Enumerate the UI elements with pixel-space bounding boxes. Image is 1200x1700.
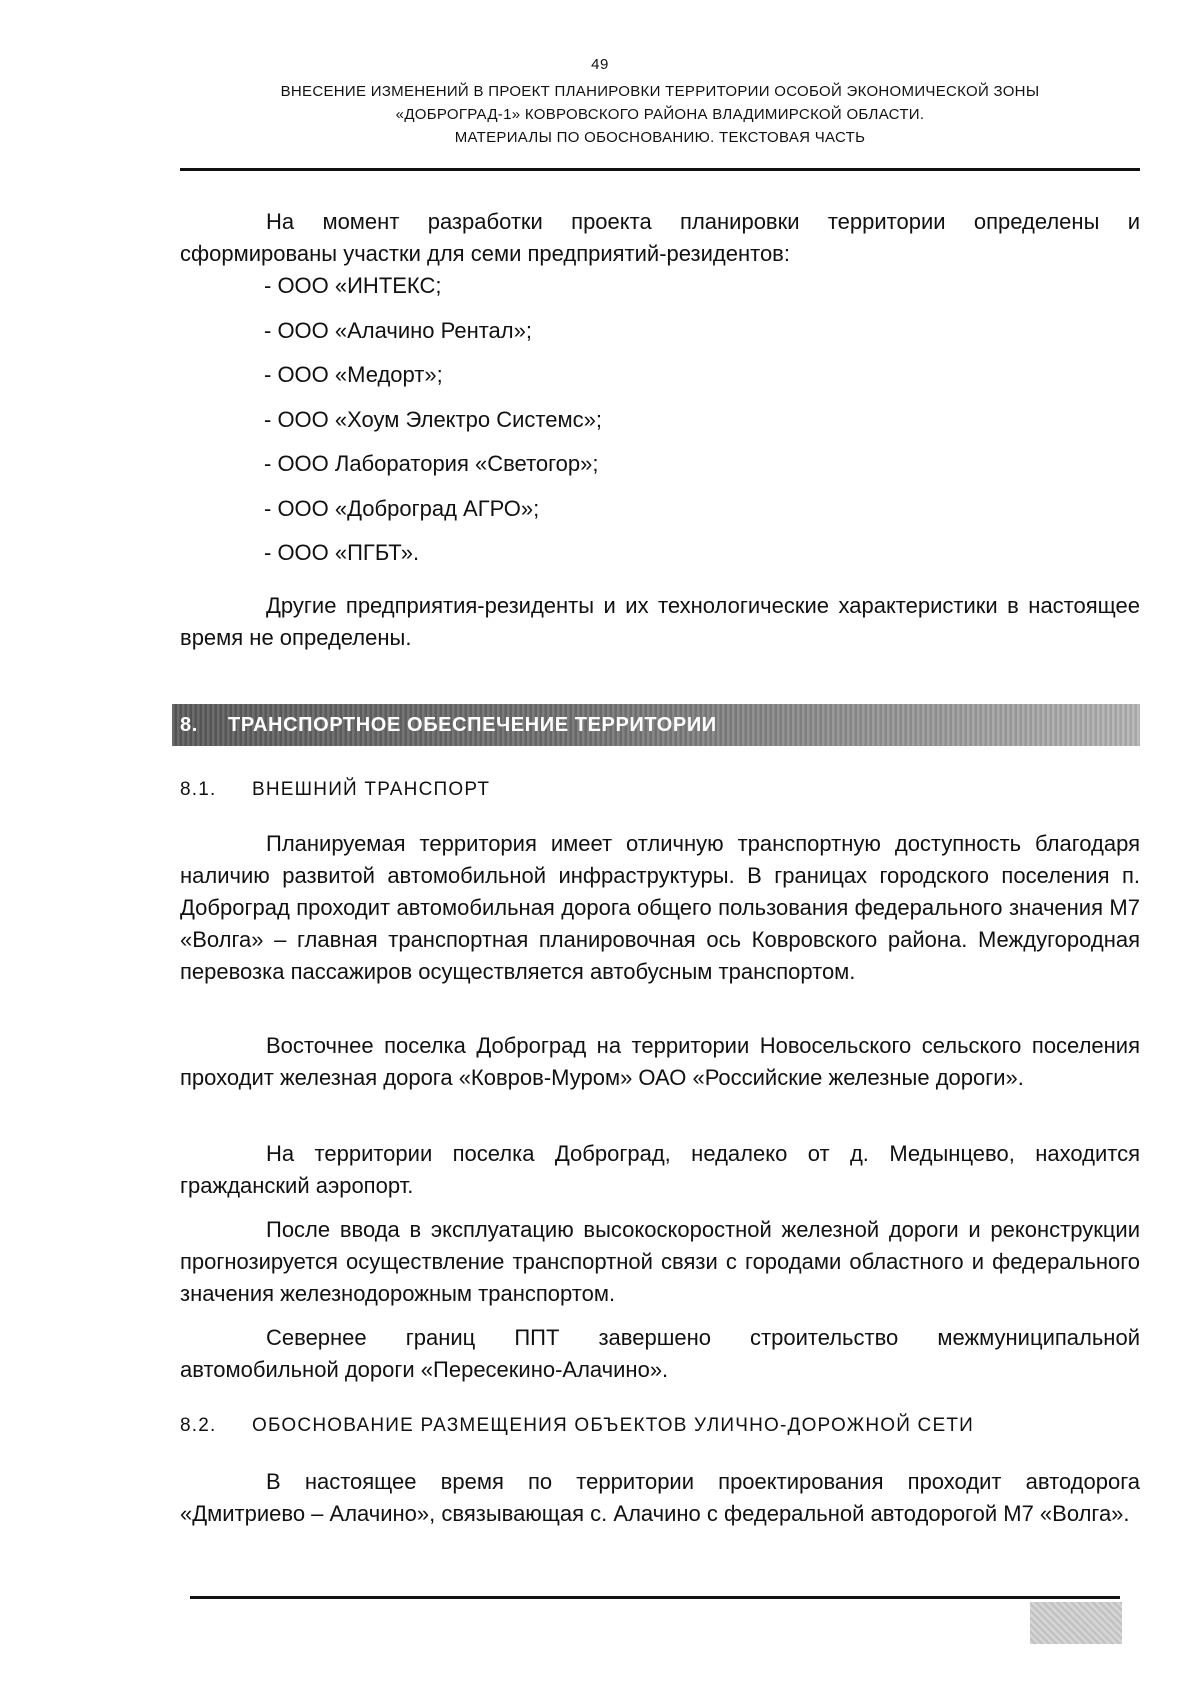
subsection-title: ОБОСНОВАНИЕ РАЗМЕЩЕНИЯ ОБЪЕКТОВ УЛИЧНО-ДОРОЖНОЙ СЕТИ <box>252 1415 975 1436</box>
subsection-title: ВНЕШНИЙ ТРАНСПОРТ <box>252 779 491 800</box>
intro-paragraph: На момент разработки проекта планировки территории определены и сформированы участки для семи предприятий-резидентов: <box>180 209 1140 266</box>
section-number: 8. <box>180 714 198 736</box>
paragraph: Восточнее поселка Доброград на территории Новосельского сельского поселения проходит железная дорога «Ковров-Муром» ОАО «Российские железные дороги». <box>180 1033 1140 1090</box>
header-line-2: «ДОБРОГРАД-1» КОВРОВСКОГО РАЙОНА ВЛАДИМИРСКОЙ ОБЛАСТИ. <box>395 106 925 123</box>
list-item: - ООО «Хоум Электро Системс»; <box>264 406 602 432</box>
paragraph: На территории поселка Доброград, недалеко от д. Медынцево, находится гражданский аэропорт. <box>180 1141 1140 1198</box>
header-line-1: ВНЕСЕНИЕ ИЗМЕНЕНИЙ В ПРОЕКТ ПЛАНИРОВКИ ТЕРРИТОРИИ ОСОБОЙ ЭКОНОМИЧЕСКОЙ ЗОНЫ <box>280 83 1040 100</box>
list-item: - ООО «ПГБТ». <box>264 540 420 565</box>
list-item: - ООО «Алачино Рентал»; <box>264 317 532 343</box>
page-number: 49 <box>591 56 609 73</box>
scan-stamp-mark <box>1030 1602 1122 1644</box>
paragraph: В настоящее время по территории проектирования проходит автодорога «Дмитриево – Алачино», связывающая с. Алачино с федеральной автодорогой М7 «Волга». <box>180 1469 1140 1526</box>
closing-paragraph: Другие предприятия-резиденты и их технологические характеристики в настоящее время не определены. <box>180 593 1140 650</box>
section-title: ТРАНСПОРТНОЕ ОБЕСПЕЧЕНИЕ ТЕРРИТОРИИ <box>228 714 717 736</box>
running-header <box>180 80 1140 149</box>
subsection-number: 8.1. <box>180 779 217 800</box>
residents-list <box>264 270 602 582</box>
list-item: - ООО «Медорт»; <box>264 362 443 387</box>
list-item: - ООО «Доброград АГРО»; <box>264 495 540 521</box>
footer-divider <box>190 1596 1120 1599</box>
list-item: - ООО Лаборатория «Светогор»; <box>264 451 599 476</box>
section-8-heading <box>172 704 1140 746</box>
subsection-number: 8.2. <box>180 1415 217 1436</box>
list-item: - ООО «ИНТЕКС; <box>264 273 442 298</box>
header-line-3: МАТЕРИАЛЫ ПО ОБОСНОВАНИЮ. ТЕКСТОВАЯ ЧАСТЬ <box>454 129 866 146</box>
paragraph: Планируемая территория имеет отличную транспортную доступность благодаря наличию развитой автомобильной инфраструктуры. В границах городского поселения п. Доброград проходит автомобильная дорога общего пользования федерального значения М7 «Волга» – главная транспортная планировочная ось Ковровского района. Междугородная перевозка пассажиров осуществляется автобусным транспортом. <box>180 831 1140 984</box>
subsection-8-2-heading <box>180 1412 974 1440</box>
paragraph: После ввода в эксплуатацию высокоскоростной железной дороги и реконструкции прогнозируется осуществление транспортной связи с городами областного и федерального значения железнодорожным транспортом. <box>180 1217 1140 1306</box>
paragraph: Севернее границ ППТ завершено строительство межмуниципальной автомобильной дороги «Пересекино-Алачино». <box>180 1325 1140 1382</box>
header-divider <box>180 168 1140 171</box>
subsection-8-1-heading <box>180 776 490 804</box>
